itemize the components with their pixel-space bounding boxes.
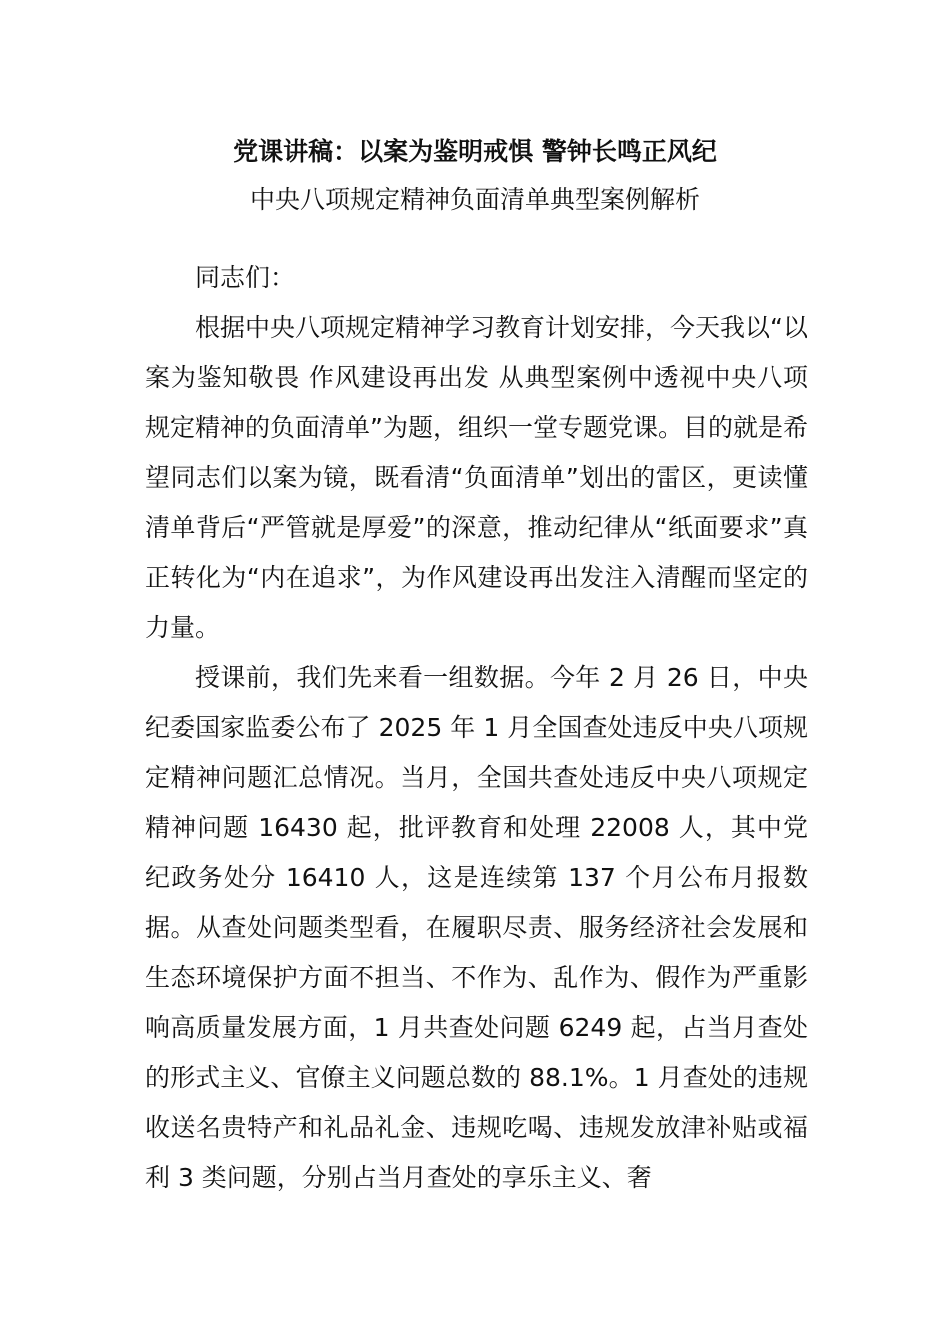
document-subtitle: 中央八项规定精神负面清单典型案例解析 bbox=[249, 185, 700, 214]
paragraph-intro: 根据中央八项规定精神学习教育计划安排，今天我以“以案为鉴知敬畏 作风建设再出发 从典型案例中透视中央八项规定精神的负面清单”为题，组织一堂专题党课。目的就是希望同志们以案为镜，既看清“负面清单”划出的雷区，更读懂清单背后“严管就是厚爱”的深意，推动纪律从“纸面要求”真正转化为“内在追求”，为作风建设再出发注入清醒而坚定的力量。 bbox=[145, 313, 808, 642]
document-title: 党课讲稿：以案为鉴明戒惧 警钟长鸣正风纪 bbox=[233, 137, 717, 166]
paragraph-data: 授课前，我们先来看一组数据。今年 2 月 26 日，中央纪委国家监委公布了 2025 年 1 月全国查处违反中央八项规定精神问题汇总情况。当月，全国共查处违反中央八项规定精神问题 16430 起，批评教育和处理 22008 人，其中党纪政务处分 16410 人，这是连续第 137 个月公布月报数据。从查处问题类型看，在履职尽责、服务经济社会发展和生态环境保护方面不担当、不作为、乱作为、假作为严重影响高质量发展方面，1 月共查处问题 6249 起，占当月查处的形式主义、官僚主义问题总数的 88.1%。1 月查处的违规收送名贵特产和礼品礼金、违规吃喝、违规发放津补贴或福利 3 类问题，分别占当月查处的享乐主义、奢 bbox=[145, 663, 808, 1192]
document-body bbox=[145, 253, 808, 1203]
salutation: 同志们： bbox=[195, 263, 296, 292]
